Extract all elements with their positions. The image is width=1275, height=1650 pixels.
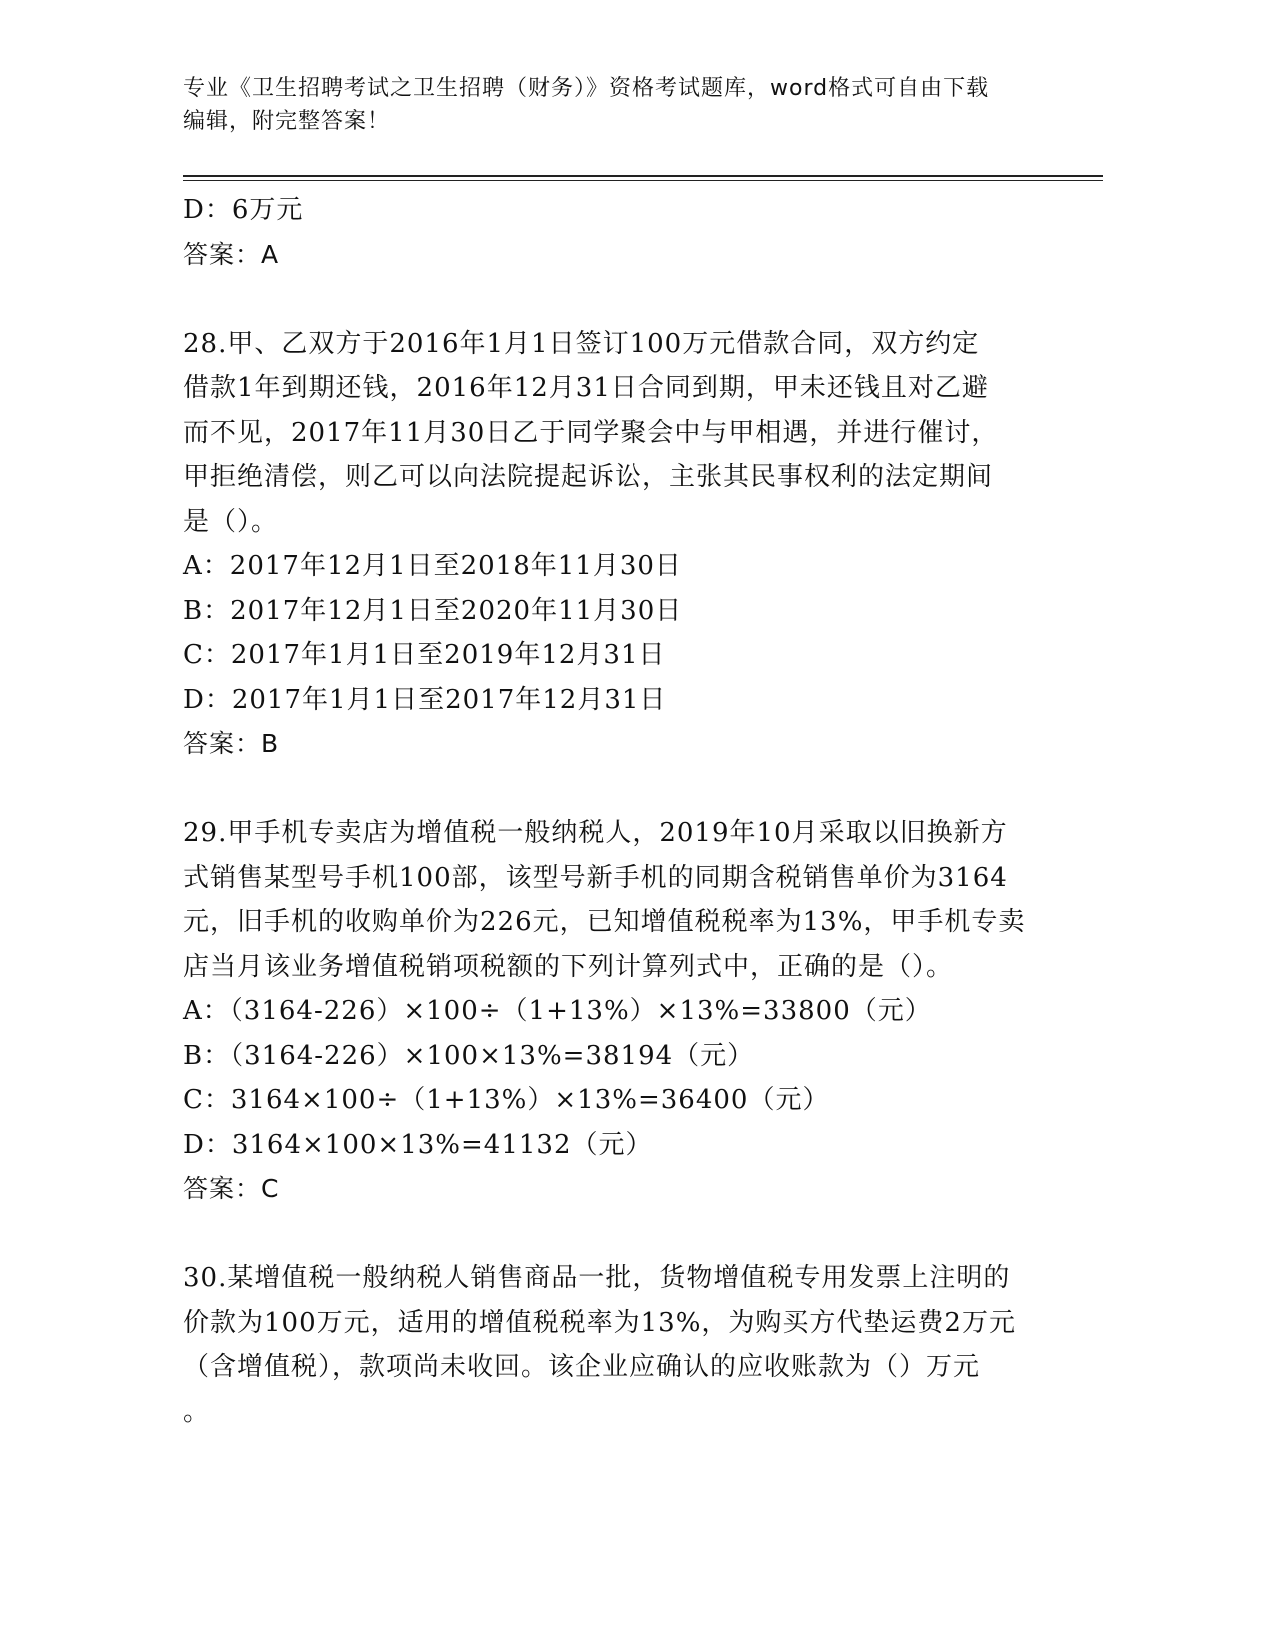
question-stem-line: 30.某增值税一般纳税人销售商品一批，货物增值税专用发票上注明的 bbox=[183, 1263, 1011, 1293]
spacer bbox=[183, 1212, 1063, 1257]
answer: 答案：B bbox=[183, 729, 280, 758]
question-30 bbox=[183, 1256, 1063, 1434]
question-stem-line: 29.甲手机专卖店为增值税一般纳税人，2019年10月采取以旧换新方 bbox=[183, 818, 1008, 848]
question-stem-line: 店当月该业务增值税销项税额的下列计算列式中，正确的是（）。 bbox=[183, 951, 954, 982]
question-stem-line: 。 bbox=[183, 1396, 211, 1427]
question-stem-line: （含增值税），款项尚未收回。该企业应确认的应收账款为（）万元 bbox=[183, 1352, 981, 1382]
question-stem-line: 是（）。 bbox=[183, 506, 279, 537]
page-header bbox=[183, 72, 1063, 138]
question-28 bbox=[183, 322, 1063, 767]
option-c: C：2017年1月1日至2019年12月31日 bbox=[183, 640, 666, 670]
header-line-1: 专业《卫生招聘考试之卫生招聘（财务）》资格考试题库，word格式可自由下载 bbox=[183, 76, 990, 101]
question-29 bbox=[183, 811, 1063, 1212]
answer: 答案：A bbox=[183, 239, 280, 269]
option-a: A：（3164-226）×100÷（1+13%）×13%=33800（元） bbox=[183, 996, 932, 1026]
option-b: B：（3164-226）×100×13%=38194（元） bbox=[183, 1040, 755, 1071]
answer: 答案：C bbox=[183, 1174, 280, 1203]
option-d: D：2017年1月1日至2017年12月31日 bbox=[183, 684, 667, 715]
option-a: A：2017年12月1日至2018年11月30日 bbox=[183, 551, 682, 581]
question-stem-line: 元，旧手机的收购单价为226元，已知增值税税率为13%，甲手机专卖 bbox=[183, 907, 1026, 937]
spacer bbox=[183, 277, 1063, 322]
option-b: B：2017年12月1日至2020年11月30日 bbox=[183, 595, 683, 626]
option-d: D：3164×100×13%=41132（元） bbox=[183, 1129, 653, 1160]
header-rule-thin bbox=[183, 180, 1103, 181]
spacer bbox=[183, 767, 1063, 812]
question-stem-line: 甲拒绝清偿，则乙可以向法院提起诉讼，主张其民事权利的法定期间 bbox=[183, 462, 994, 492]
question-stem-line: 28.甲、乙双方于2016年1月1日签订100万元借款合同，双方约定 bbox=[183, 328, 980, 359]
option-c: C：3164×100÷（1+13%）×13%=36400（元） bbox=[183, 1085, 830, 1115]
header-rule-thick bbox=[183, 175, 1103, 177]
document-body bbox=[183, 188, 1063, 1434]
question-stem-line: 而不见，2017年11月30日乙于同学聚会中与甲相遇，并进行催讨， bbox=[183, 417, 999, 448]
header-line-2: 编辑，附完整答案！ bbox=[183, 109, 391, 134]
question-stem-line: 借款1年到期还钱，2016年12月31日合同到期，甲未还钱且对乙避 bbox=[183, 373, 989, 403]
option-d: D：6万元 bbox=[183, 195, 304, 225]
question-stem-line: 价款为100万元，适用的增值税税率为13%，为购买方代垫运费2万元 bbox=[183, 1307, 1016, 1338]
question-stem-line: 式销售某型号手机100部，该型号新手机的同期含税销售单价为3164 bbox=[183, 862, 1008, 893]
